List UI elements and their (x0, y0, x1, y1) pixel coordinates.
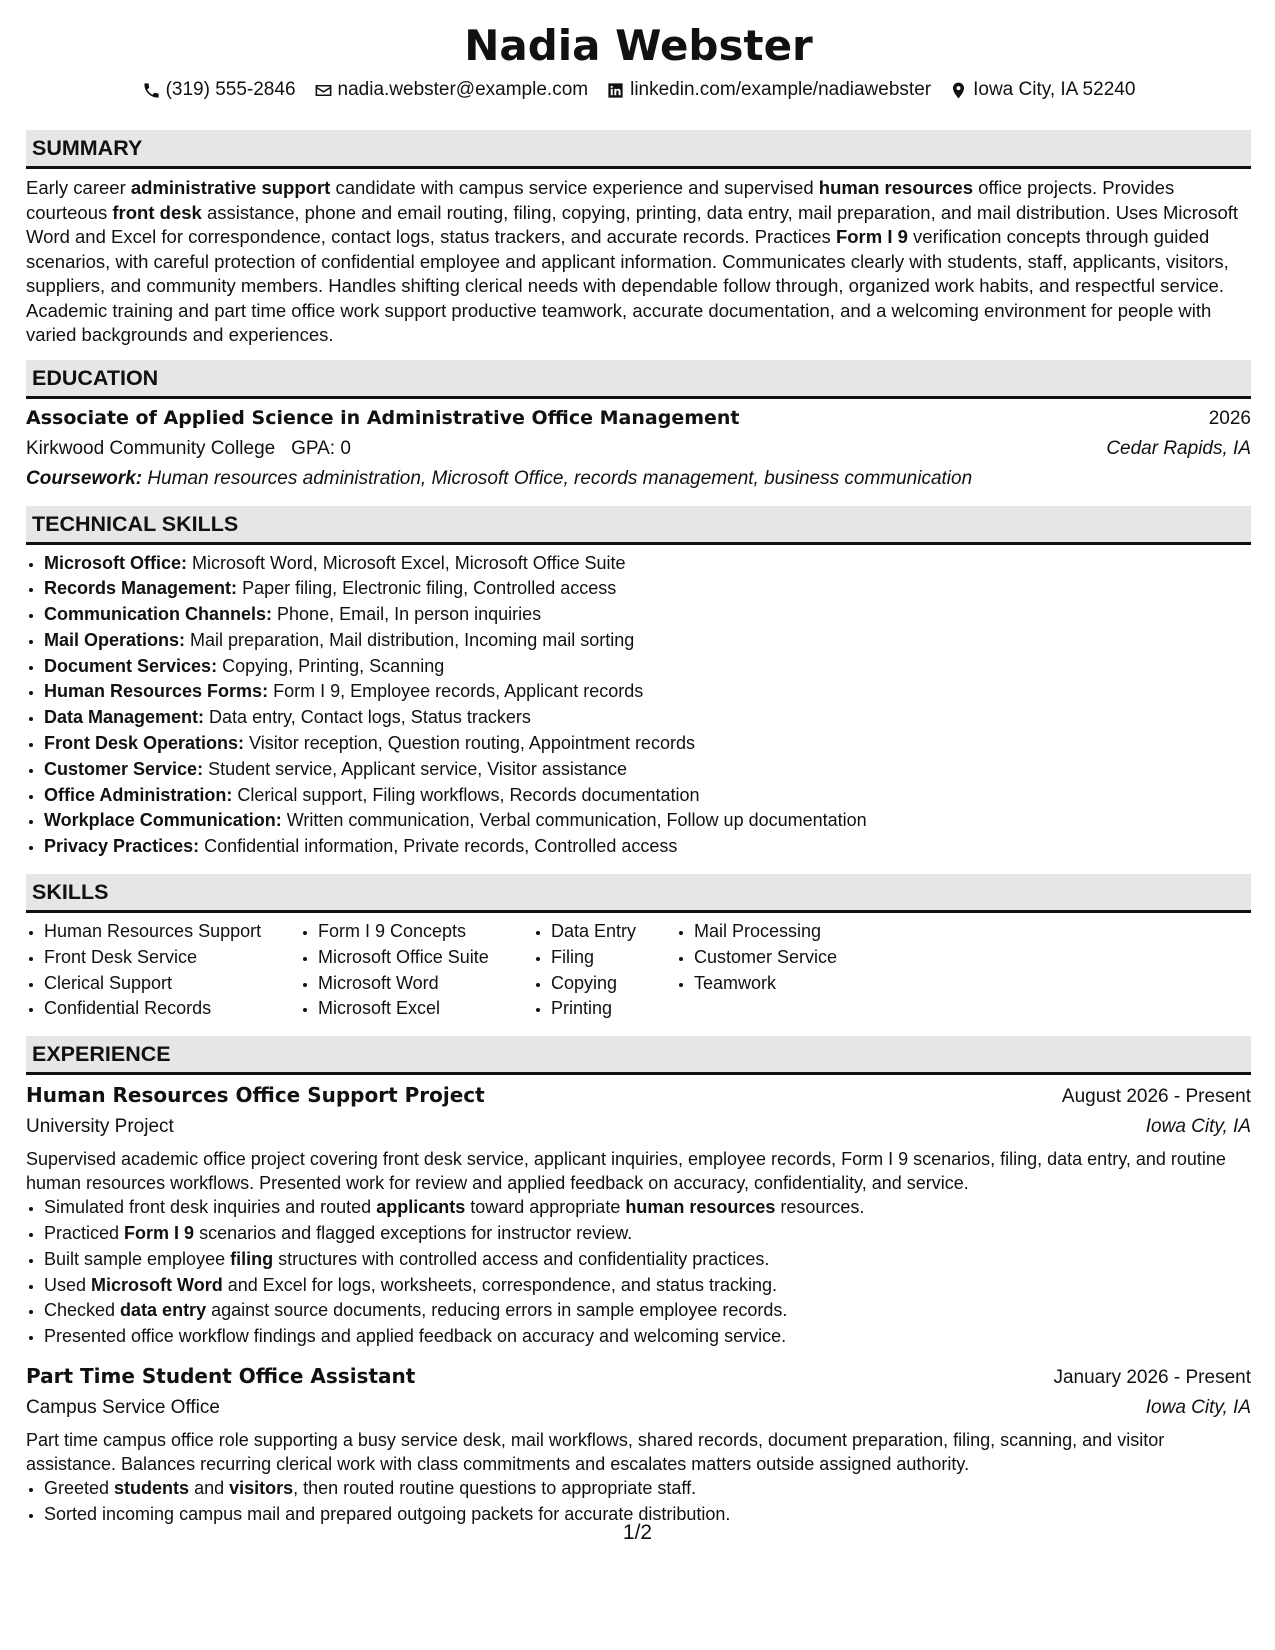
contact-phone[interactable] (142, 76, 296, 104)
candidate-name: Nadia Webster (464, 21, 813, 70)
skill-category: Office Administration: (44, 784, 233, 805)
skill-category: Workplace Communication: (44, 810, 282, 831)
gpa: GPA: 0 (291, 437, 351, 459)
skills-column (676, 919, 894, 1022)
text-run: assistance, phone and email routing, filing, copying, printing, data entry, mail preparation, and mail distribution. Uses Microsoft Word and Excel for correspondence, contact logs, status trackers, and accurate records. Practices (26, 201, 1239, 247)
technical-skill-item (44, 654, 1251, 680)
job-organization: University Project (26, 1116, 174, 1138)
contact-location (949, 76, 1135, 104)
job-bullet (44, 1324, 1251, 1350)
skill-category: Mail Operations: (44, 629, 186, 650)
skill-values: Form I 9, Employee records, Applicant records (273, 681, 644, 702)
job-bullet (44, 1273, 1251, 1299)
text-run: Sorted incoming campus mail and prepared outgoing packets for accurate distribution. (44, 1503, 731, 1524)
skill-item: • Mail Processing (694, 919, 894, 945)
text-run: Greeted (44, 1478, 115, 1499)
text-run: Checked (44, 1300, 121, 1321)
job-description: Part time campus office role supporting a busy service desk, mail workflows, shared records, document preparation, filing, scanning, and visitor assistance. Balances recurring clerical work with class commitments and escalates matters outside assigned authority. (26, 1430, 1165, 1474)
technical-skill-item (44, 628, 1251, 654)
text-run: candidate with campus service experience and supervised (330, 177, 819, 198)
skills-column (300, 919, 533, 1022)
skill-item: • Front Desk Service (44, 945, 300, 971)
job-dates: August 2026 - Present (1061, 1086, 1251, 1108)
job-location: Iowa City, IA (1145, 1116, 1251, 1138)
skill-item: • Data Entry (551, 919, 676, 945)
phone-icon (142, 81, 161, 100)
graduation-year: 2026 (1208, 407, 1251, 429)
email-text: nadia.webster@example.com (337, 79, 589, 100)
skill-values: Data entry, Contact logs, Status trackers (209, 707, 531, 728)
skill-values: Visitor reception, Question routing, Appointment records (249, 733, 695, 754)
job-entry (26, 1360, 1251, 1528)
skill-values: Copying, Printing, Scanning (222, 655, 445, 676)
envelope-icon (314, 81, 333, 100)
job-entry (26, 1079, 1251, 1350)
summary-paragraph (26, 176, 1251, 348)
summary-heading: SUMMARY (26, 130, 1251, 169)
technical-skill-item (44, 731, 1251, 757)
skill-category: Data Management: (44, 707, 205, 728)
resume-page (26, 16, 1251, 1528)
technical-skills-heading: TECHNICAL SKILLS (26, 506, 1251, 545)
skill-item: • Customer Service (694, 945, 894, 971)
page-number: 1/2 (622, 1521, 653, 1544)
skill-category: Customer Service: (44, 758, 204, 779)
coursework-text: Human resources administration, Microsoft Office, records management, business communication (147, 467, 973, 489)
text-run: Built sample employee (44, 1248, 231, 1269)
text-run: Used (44, 1274, 92, 1295)
text-run: office projects. Provides courteous (26, 177, 1175, 223)
text-run: resources. (775, 1197, 865, 1218)
skill-item: • Form I 9 Concepts (318, 919, 533, 945)
skill-item: • Copying (551, 971, 676, 997)
degree-title: Associate of Applied Science in Administrative Office Management (26, 406, 740, 429)
skill-values: Written communication, Verbal communication, Follow up documentation (286, 810, 867, 831)
text-run: scenarios and flagged exceptions for instructor review. (194, 1223, 633, 1244)
job-bullet (44, 1221, 1251, 1247)
text-run: , then routed routine questions to appropriate staff. (293, 1478, 697, 1499)
job-location: Iowa City, IA (1145, 1397, 1251, 1419)
skill-category: Microsoft Office: (44, 552, 188, 573)
text-run: and (189, 1478, 230, 1499)
map-pin-icon (949, 81, 968, 100)
job-title: Human Resources Office Support Project (26, 1083, 485, 1108)
contact-bar (26, 76, 1251, 104)
education-heading: EDUCATION (26, 360, 1251, 399)
job-bullet (44, 1476, 1251, 1502)
text-run: Presented office workflow findings and applied feedback on accuracy and welcoming service. (44, 1326, 787, 1347)
skill-item: • Human Resources Support (44, 919, 300, 945)
school-location: Cedar Rapids, IA (1106, 437, 1251, 459)
bold-keyword: applicants (376, 1197, 466, 1218)
text-run: Simulated front desk inquiries and routed (44, 1197, 377, 1218)
technical-skill-item (44, 834, 1251, 860)
technical-skill-item (44, 757, 1251, 783)
bold-keyword: students (114, 1478, 190, 1499)
skill-values: Paper filing, Electronic filing, Controlled access (242, 578, 617, 599)
text-run: Practiced (44, 1223, 125, 1244)
bold-keyword: administrative support (130, 177, 331, 198)
bold-keyword: human resources (818, 177, 974, 198)
linkedin-icon (606, 81, 625, 100)
skill-category: Privacy Practices: (44, 836, 200, 857)
bold-keyword: Form I 9 (124, 1223, 195, 1244)
technical-skill-item (44, 679, 1251, 705)
skills-grid (26, 919, 1251, 1022)
coursework-label: Coursework: (26, 467, 143, 489)
text-run: and Excel for logs, worksheets, correspondence, and status tracking. (222, 1274, 777, 1295)
skill-item: • Microsoft Office Suite (318, 945, 533, 971)
bold-keyword: filing (230, 1248, 274, 1269)
contact-linkedin[interactable] (606, 76, 931, 104)
technical-skill-item (44, 551, 1251, 577)
skill-item: • Microsoft Word (318, 971, 533, 997)
skill-values: Clerical support, Filing workflows, Records documentation (237, 784, 700, 805)
skill-item: • Teamwork (694, 971, 894, 997)
skill-category: Human Resources Forms: (44, 681, 269, 702)
skill-values: Mail preparation, Mail distribution, Incoming mail sorting (190, 629, 635, 650)
education-entry (26, 403, 1251, 494)
skill-item: • Confidential Records (44, 996, 300, 1022)
bold-keyword: human resources (625, 1197, 776, 1218)
text-run: Early career (26, 177, 131, 198)
technical-skill-item (44, 602, 1251, 628)
bold-keyword: front desk (112, 201, 202, 223)
job-bullet (44, 1247, 1251, 1273)
bold-keyword: data entry (120, 1300, 207, 1321)
skills-column (26, 919, 300, 1022)
job-bullet (44, 1195, 1251, 1221)
text-run: structures with controlled access and confidentiality practices. (273, 1248, 770, 1269)
job-bullet (44, 1298, 1251, 1324)
skill-category: Records Management: (44, 578, 238, 599)
technical-skill-item (44, 808, 1251, 834)
contact-email[interactable] (314, 76, 589, 104)
text-run: against source documents, reducing errors in sample employee records. (206, 1300, 788, 1321)
text-run: verification concepts through guided scenarios, with careful protection of confidential employee and applicant information. Communicates clearly with students, staff, applicants, visitors, suppliers, and community members. Handles shifting clerical needs with dependable follow through, organized work habits, and respectful service. Academic training and part time office work support productive teamwork, accurate documentation, and a welcoming environment for people with varied backgrounds and experiences. (26, 226, 1229, 345)
skill-category: Document Services: (44, 655, 218, 676)
skills-column (533, 919, 676, 1022)
skill-values: Confidential information, Private records, Controlled access (204, 836, 678, 857)
technical-skill-item (44, 705, 1251, 731)
bold-keyword: Form I 9 (835, 226, 908, 247)
skill-category: Front Desk Operations: (44, 733, 245, 754)
skill-values: Student service, Applicant service, Visitor assistance (208, 758, 627, 779)
job-title: Part Time Student Office Assistant (26, 1364, 416, 1389)
location-text: Iowa City, IA 52240 (973, 79, 1136, 100)
skill-item: • Filing (551, 945, 676, 971)
experience-heading: EXPERIENCE (26, 1036, 1251, 1075)
experience-list (26, 1079, 1251, 1527)
skill-item: • Microsoft Excel (318, 996, 533, 1022)
skill-values: Phone, Email, In person inquiries (277, 604, 542, 625)
job-organization: Campus Service Office (26, 1397, 220, 1419)
technical-skills-list (26, 551, 1251, 861)
job-dates: January 2026 - Present (1053, 1367, 1251, 1389)
skill-values: Microsoft Word, Microsoft Excel, Microsoft Office Suite (192, 552, 626, 573)
bold-keyword: visitors (229, 1478, 294, 1499)
coursework-line (26, 464, 1251, 494)
phone-text: (319) 555-2846 (165, 79, 296, 100)
school-line (26, 434, 351, 464)
text-run: toward appropriate (465, 1197, 626, 1218)
skill-item: • Clerical Support (44, 971, 300, 997)
skills-heading: SKILLS (26, 874, 1251, 913)
skill-category: Communication Channels: (44, 604, 273, 625)
job-description: Supervised academic office project covering front desk service, applicant inquiries, employee records, Form I 9 scenarios, filing, data entry, and routine human resources workflows. Presented work for review and applied feedback on accuracy, confidentiality, and service. (26, 1149, 1226, 1193)
technical-skill-item (44, 783, 1251, 809)
skill-item: • Printing (551, 996, 676, 1022)
bold-keyword: Microsoft Word (91, 1274, 223, 1295)
technical-skill-item (44, 576, 1251, 602)
linkedin-text: linkedin.com/example/nadiawebster (630, 79, 932, 100)
school-name: Kirkwood Community College (26, 437, 276, 459)
job-bullets (26, 1195, 1251, 1350)
